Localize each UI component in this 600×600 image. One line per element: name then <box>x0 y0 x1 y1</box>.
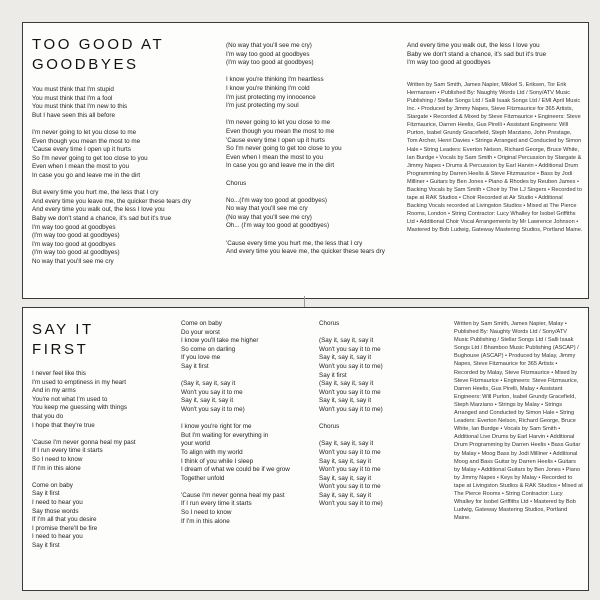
song-credits: Written by Sam Smith, James Napier, Mikkel S. Eriksen, Tor Erik Hermansen • Published By: Naughty Words Ltd / Sony/ATV Music Publishing / Stellar Songs Ltd / Salli Isaak Songs Ltd / EMI April Music Inc. • Produced by Jimmy Napes, Steve Fitzmaurice for 365 Artists, Stargate • Recorded & Mixed by Steve Fitzmaurice • Engineers: Steve Fitzmaurice, Darren Heelis, Gus Pirelli • Assistant Engineers: Will Purton, Isabel Grundy Gracefield, Steph Marziano, John Prestage, Tom Archer, Henri Davies • Strings Arranged and Conducted by Simon Hale • String Leaders: Everton Nelson, Richard George, Bruce White, Ian Burdge • Vocals by Sam Smith • Original Percussion by Stargate & Jimmy Napes • Drums & Percussion by Earl Harvin • Additional Drum Programming by Darren Heelis & Steve Fitzmaurice • Bass by Jodi Milliner • Guitars by Ben Jones • Piano & Rhodes by Reuben James • Backing Vocals by Sam Smith • Choir by The LJ Singers • Recorded to tape at RAK Studios • Choir Recorded at Air Studio • Additional Backing Vocals recorded at Livingston Studios • Mixed at The Pierce Rooms, London • String Contractor: Lucy Whalley for Isobel Griffiths Ltd • Additional Choir Vocal Arrangements by Mr Lawrence Johnson • Mastered by Bob Ludwig, Gateway Mastering Studios, Portland Maine. <box>407 81 583 234</box>
song-column-3 <box>407 42 583 235</box>
song-column-2 <box>226 42 406 257</box>
song-credits: Written by Sam Smith, James Napier, Malay • Published By: Naughty Words Ltd / Sony/ATV Music Publishing / Stellar Songs Ltd / Salli Isaak Songs Ltd / Bhamboo Music Publishing (ASCAP) / Bughouse (ASCAP) • Produced by Malay, Jimmy Napes, Steve Fitzmaurice for 365 Artists • Recorded by Malay, Steve Fitzmaurice • Mixed by Steve Fitzmaurice • Engineers: Steve Fitzmaurice, Darren Heelis, Gus Pirelli, Malay • Assistant Engineers: Will Purton, Isabel Grundy Gracefield, Steph Marziano • Strings by Malay • Strings Arranged and Conducted by Simon Hale • String Leaders: Everton Nelson, Richard George, Bruce White, Ian Burdge • Vocals by Sam Smith • Additional Live Drums by Earl Harvin • Additional Drum Programming by Darren Heelis • Bass Guitar by Malay • Moog Bass by Jodi Milliner • Additional Moog and Bass Guitar by Darren Heelis • Guitars by Malay • Additional Guitars by Ben Jones • Piano by Jimmy Napes • Keys by Malay • Recorded to tape at Livingston Studios & RAK Studios • Mixed at The Pierce Rooms • String Contractor: Lucy Whalley for Isobel Griffiths Ltd • Mastered by Bob Ludwig, Gateway Mastering Studios, Portland Maine. <box>454 321 583 522</box>
lyrics-text: I never feel like this I'm used to emptiness in my heart And in my arms You're not what I'm used to You keep me guessing with things that you do I hope that they're true 'Cause I'm never gonna heal my past If I run every time it starts So I need to know If I'm in this alone Come on baby Say it first I need to hear you Say those words If I'm all that you desire I promise there'll be fire I need to hear you Say it first <box>32 370 136 549</box>
lyrics-panel-say-it-first <box>22 307 589 591</box>
lyrics-text: (No way that you'll see me cry) I'm way too good at goodbyes (I'm way too good at goodbyes) I know you're thinking I'm heartless I know you're thinking I'm cold I'm just protecting my innocence I'm just protecting my soul I'm never going to let you close to me Even though you mean the most to me 'Cause every time I open up it hurts So I'm never going to get too close to you Even when I mean the most to you In case you go and leave me in the dirt Chorus No...(I'm way too good at goodbyes) No way that you'll see me cry (No way that you'll see me cry) Oh... (I'm way too good at goodbyes) 'Cause every time you hurt me, the less that I cry And every time you leave me, the quicker these tears dry <box>226 42 385 256</box>
song-title: TOO GOOD AT GOODBYES <box>32 36 165 73</box>
lyrics-text: Come on baby Do your worst I know you'll take me higher So come on darling If you love me Say it first (Say it, say it, say it Won't you say it to me Say it, say it, say it Won't you say it to me) I know you're right for me But I'm waiting for everything in your world To align with my world I think of you while I sleep I dream of what we could be if we grow Together unfold 'Cause I'm never gonna heal my past If I run every time it starts So I need to know If I'm in this alone <box>181 320 290 525</box>
lyrics-text: You must think that I'm stupid You must think that I'm a fool You must think that I'm new to this But I have seen this all before I'm never going to let you close to me Even though you mean the most to me 'Cause every time I open up it hurts So I'm never going to get too close to you Even when I mean the most to you In case you go and leave me in the dirt But every time you hurt me, the less that I cry And every time you leave me, the quicker these tears dry And every time you walk out, the less I love you Baby we don't stand a chance, it's sad but it's true I'm way too good at goodbyes (I'm way too good at goodbyes) I'm way too good at goodbyes (I'm way too good at goodbyes) No way that you'll see me cry <box>32 86 191 265</box>
song-column-1 <box>32 320 182 550</box>
song-column-1 <box>32 35 227 266</box>
lyrics-text: And every time you walk out, the less I love you Baby we don't stand a chance, it's sad but it's true I'm way too good at goodbyes <box>407 42 547 67</box>
lyrics-text: Chorus (Say it, say it, say it Won't you say it to me Say it, say it, say it Won't you say it to me) Say it first (Say it, say it, say it Won't you say it to me Say it, say it, say it Won't you say it to me) Chorus (Say it, say it, say it Won't you say it to me Say it, say it, say it Won't you say it to me Say it, say it, say it Won't you say it to me Say it, say it, say it Won't you say it to me) <box>319 320 383 508</box>
song-column-4 <box>454 320 583 522</box>
lyrics-panel-too-good-at-goodbyes <box>22 22 589 299</box>
song-column-3 <box>319 320 449 509</box>
song-title: SAY IT FIRST <box>32 321 94 358</box>
song-column-2 <box>181 320 321 526</box>
